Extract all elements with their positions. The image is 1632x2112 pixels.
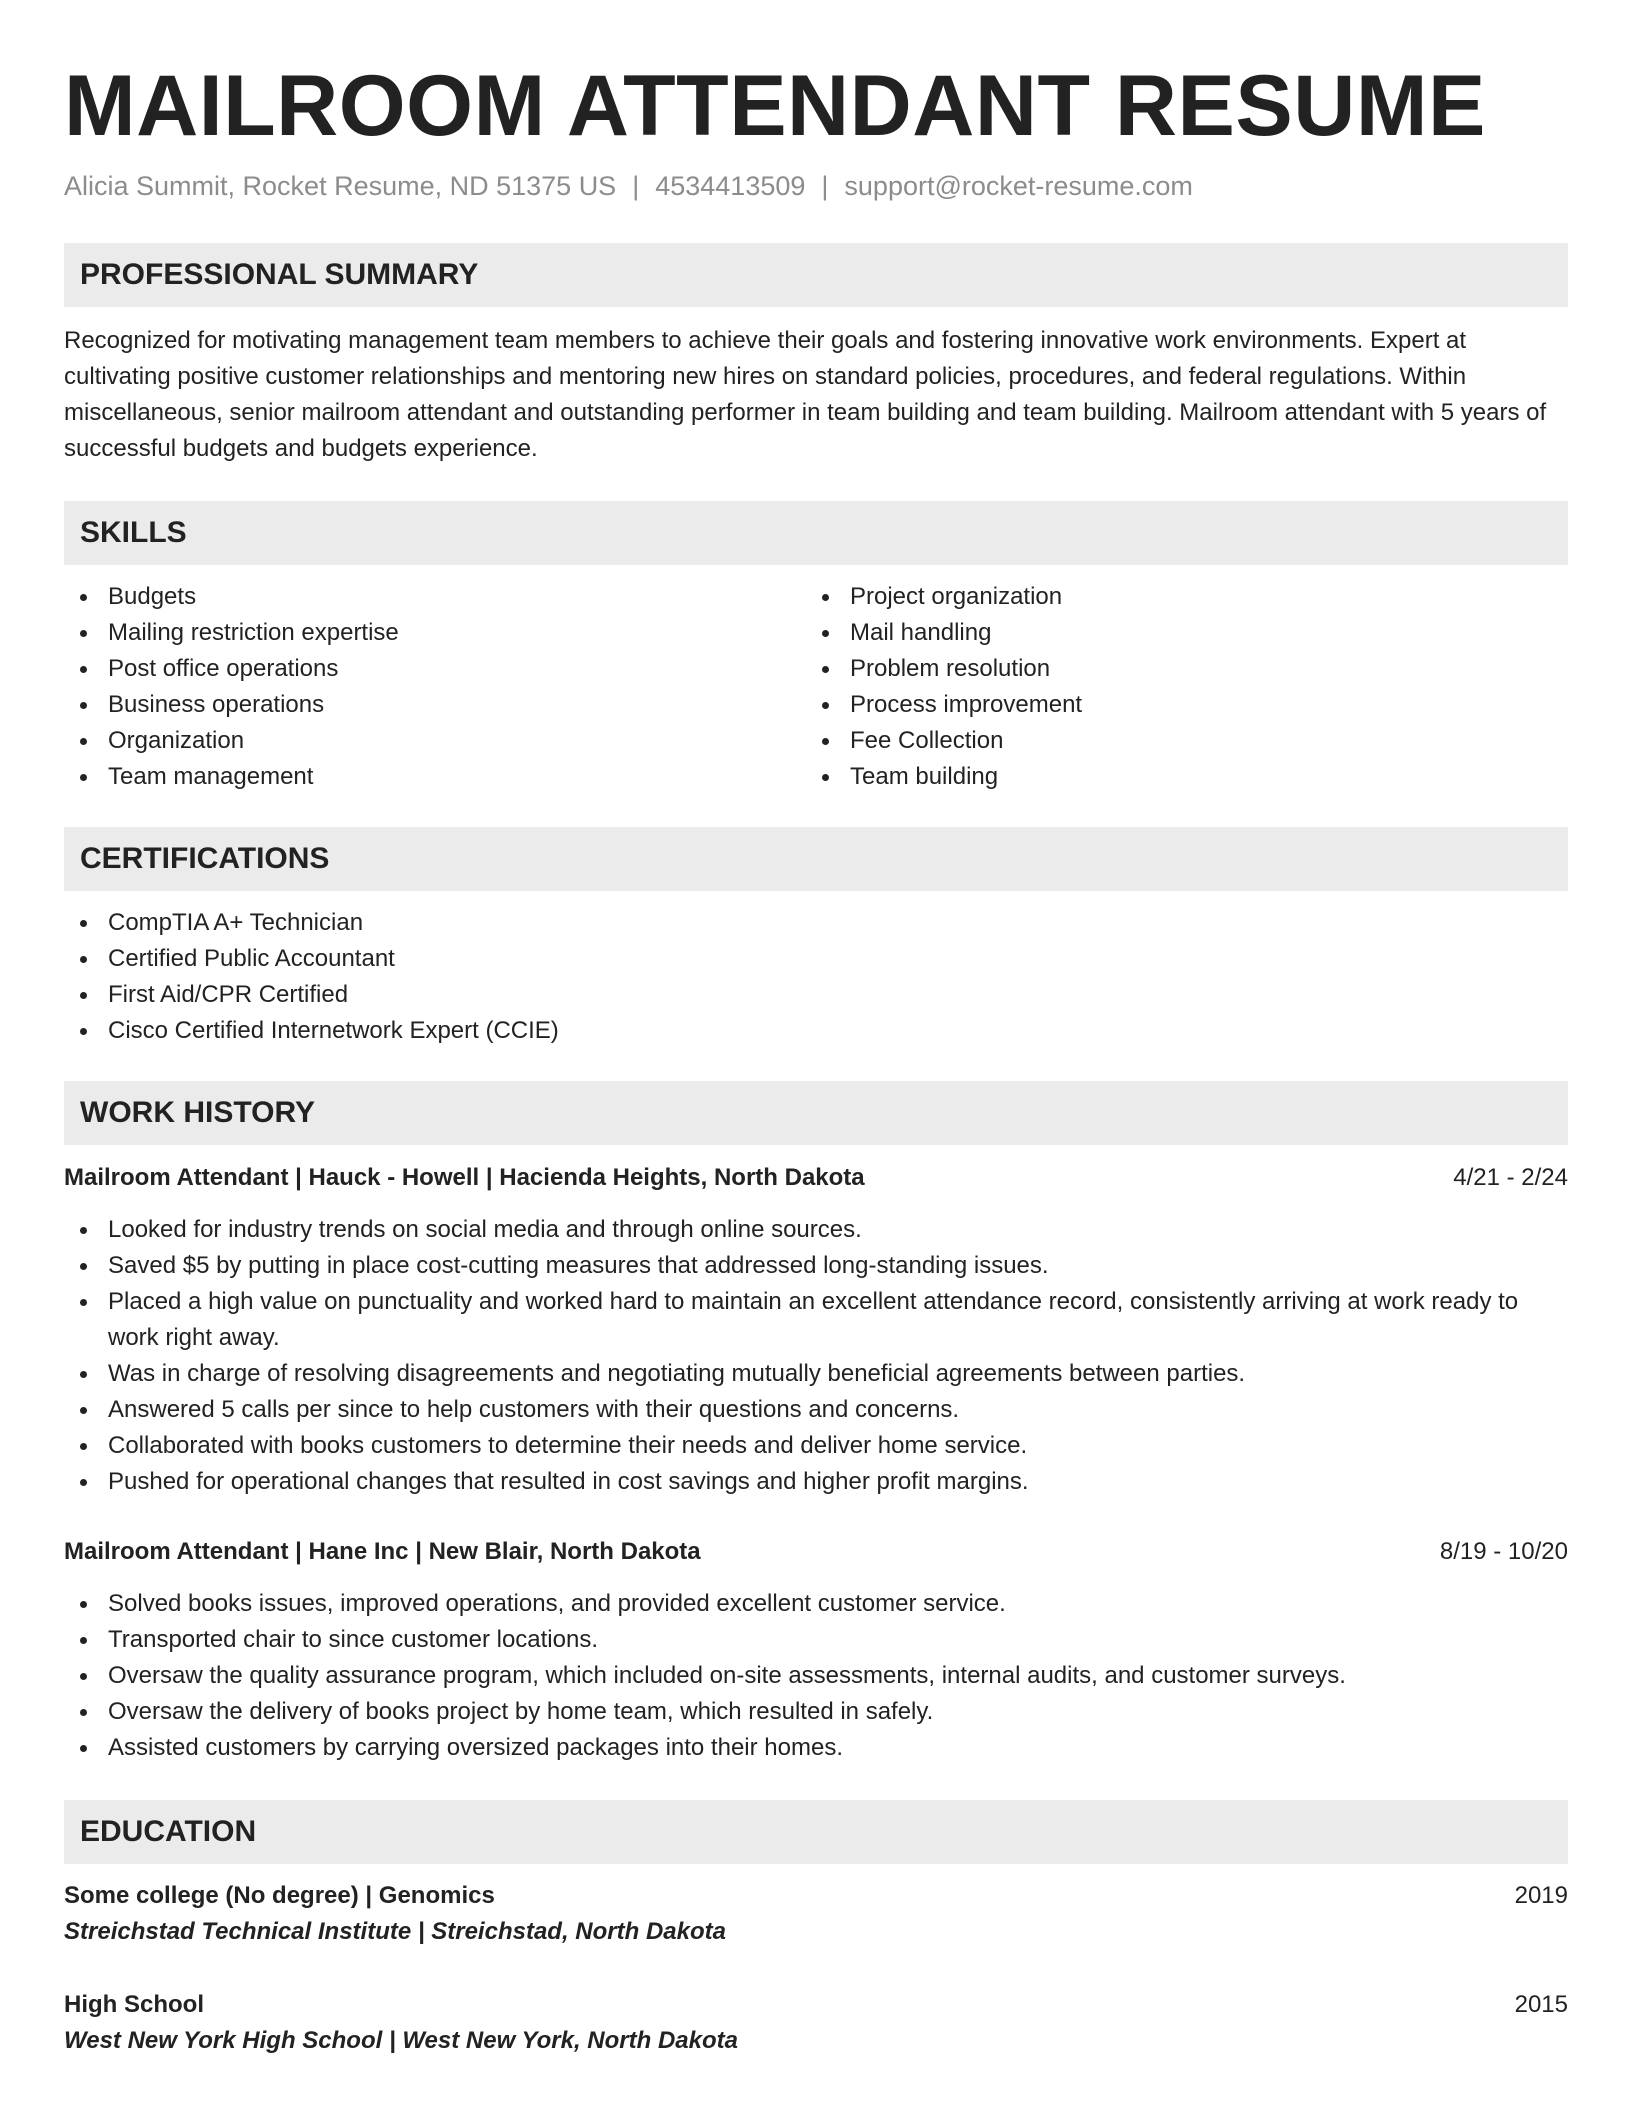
skill-item: Budgets (64, 579, 806, 615)
skills-column-right (806, 579, 1548, 795)
education-title: Some college (No degree) | Genomics (64, 1882, 495, 1909)
skill-item: Organization (64, 723, 806, 759)
education-title: High School (64, 1991, 204, 2018)
education-header (64, 1878, 1568, 1914)
job-bullet: Placed a high value on punctuality and worked hard to maintain an excellent attendance record, consistently arriving at work ready to work right away. (64, 1284, 1568, 1356)
contact-phone: 4534413509 (655, 171, 806, 201)
education-school: Streichstad Technical Institute | Streichstad, North Dakota (64, 1918, 726, 1945)
resume-page (64, 0, 1568, 2059)
job-bullets (64, 1212, 1568, 1500)
education-year: 2019 (1514, 1882, 1568, 1909)
certifications-list (64, 905, 1568, 1049)
job-bullet: Solved books issues, improved operations, and provided excellent customer service. (64, 1586, 1568, 1622)
job-bullet: Collaborated with books customers to determine their needs and deliver home service. (64, 1428, 1568, 1464)
skills-list (64, 579, 1568, 795)
contact-email: support@rocket-resume.com (844, 171, 1193, 201)
contact-separator: | (821, 171, 829, 201)
section-heading-work-history: WORK HISTORY (64, 1081, 1568, 1145)
contact-address: Alicia Summit, Rocket Resume, ND 51375 US (64, 171, 617, 201)
job-bullet: Transported chair to since customer locations. (64, 1622, 1568, 1658)
job-bullet: Saved $5 by putting in place cost-cutting measures that addressed long-standing issues. (64, 1248, 1568, 1284)
job-title: Mailroom Attendant | Hane Inc | New Blair, North Dakota (64, 1538, 701, 1565)
job-dates: 8/19 - 10/20 (1439, 1538, 1568, 1565)
skill-item: Mailing restriction expertise (64, 615, 806, 651)
skills-column-left (64, 579, 806, 795)
skill-item: Fee Collection (806, 723, 1548, 759)
certification-item: Cisco Certified Internetwork Expert (CCIE) (64, 1013, 1568, 1049)
job-bullet: Oversaw the delivery of books project by home team, which resulted in safely. (64, 1694, 1568, 1730)
skill-item: Post office operations (64, 651, 806, 687)
education-entry (64, 1987, 1568, 2059)
skill-item: Problem resolution (806, 651, 1548, 687)
certification-item: First Aid/CPR Certified (64, 977, 1568, 1013)
job-header (64, 1534, 1568, 1570)
education-header (64, 1987, 1568, 2023)
resume-title: MAILROOM ATTENDANT RESUME (64, 58, 1486, 154)
section-heading-skills: SKILLS (64, 501, 1568, 565)
skill-item: Team management (64, 759, 806, 795)
contact-separator: | (632, 171, 640, 201)
section-heading-education: EDUCATION (64, 1800, 1568, 1864)
section-heading-summary: PROFESSIONAL SUMMARY (64, 243, 1568, 307)
job-bullets (64, 1586, 1568, 1766)
job-header (64, 1160, 1568, 1196)
certification-item: CompTIA A+ Technician (64, 905, 1568, 941)
job-entry (64, 1534, 1568, 1766)
job-title: Mailroom Attendant | Hauck - Howell | Hacienda Heights, North Dakota (64, 1164, 865, 1191)
skill-item: Project organization (806, 579, 1548, 615)
job-bullet: Answered 5 calls per since to help customers with their questions and concerns. (64, 1392, 1568, 1428)
job-entry (64, 1160, 1568, 1500)
certification-item: Certified Public Accountant (64, 941, 1568, 977)
job-bullet: Was in charge of resolving disagreements and negotiating mutually beneficial agreements between parties. (64, 1356, 1568, 1392)
education-school: West New York High School | West New York, North Dakota (64, 2027, 738, 2054)
skill-item: Process improvement (806, 687, 1548, 723)
skill-item: Mail handling (806, 615, 1548, 651)
education-entry (64, 1878, 1568, 1950)
job-dates: 4/21 - 2/24 (1453, 1164, 1568, 1191)
contact-line (64, 168, 1568, 204)
education-year: 2015 (1514, 1991, 1568, 2018)
skill-item: Business operations (64, 687, 806, 723)
summary-text: Recognized for motivating management team members to achieve their goals and fostering innovative work environments. Expert at cultivating positive customer relationships and mentoring new hires on standard policies, procedures, and federal regulations. Within miscellaneous, senior mailroom attendant and outstanding performer in team building and team building. Mailroom attendant with 5 years of successful budgets and budgets experience. (64, 327, 1547, 462)
job-bullet: Pushed for operational changes that resulted in cost savings and higher profit margins. (64, 1464, 1568, 1500)
section-heading-certifications: CERTIFICATIONS (64, 827, 1568, 891)
job-bullet: Assisted customers by carrying oversized packages into their homes. (64, 1730, 1568, 1766)
skill-item: Team building (806, 759, 1548, 795)
job-bullet: Oversaw the quality assurance program, which included on-site assessments, internal audits, and customer surveys. (64, 1658, 1568, 1694)
job-bullet: Looked for industry trends on social media and through online sources. (64, 1212, 1568, 1248)
